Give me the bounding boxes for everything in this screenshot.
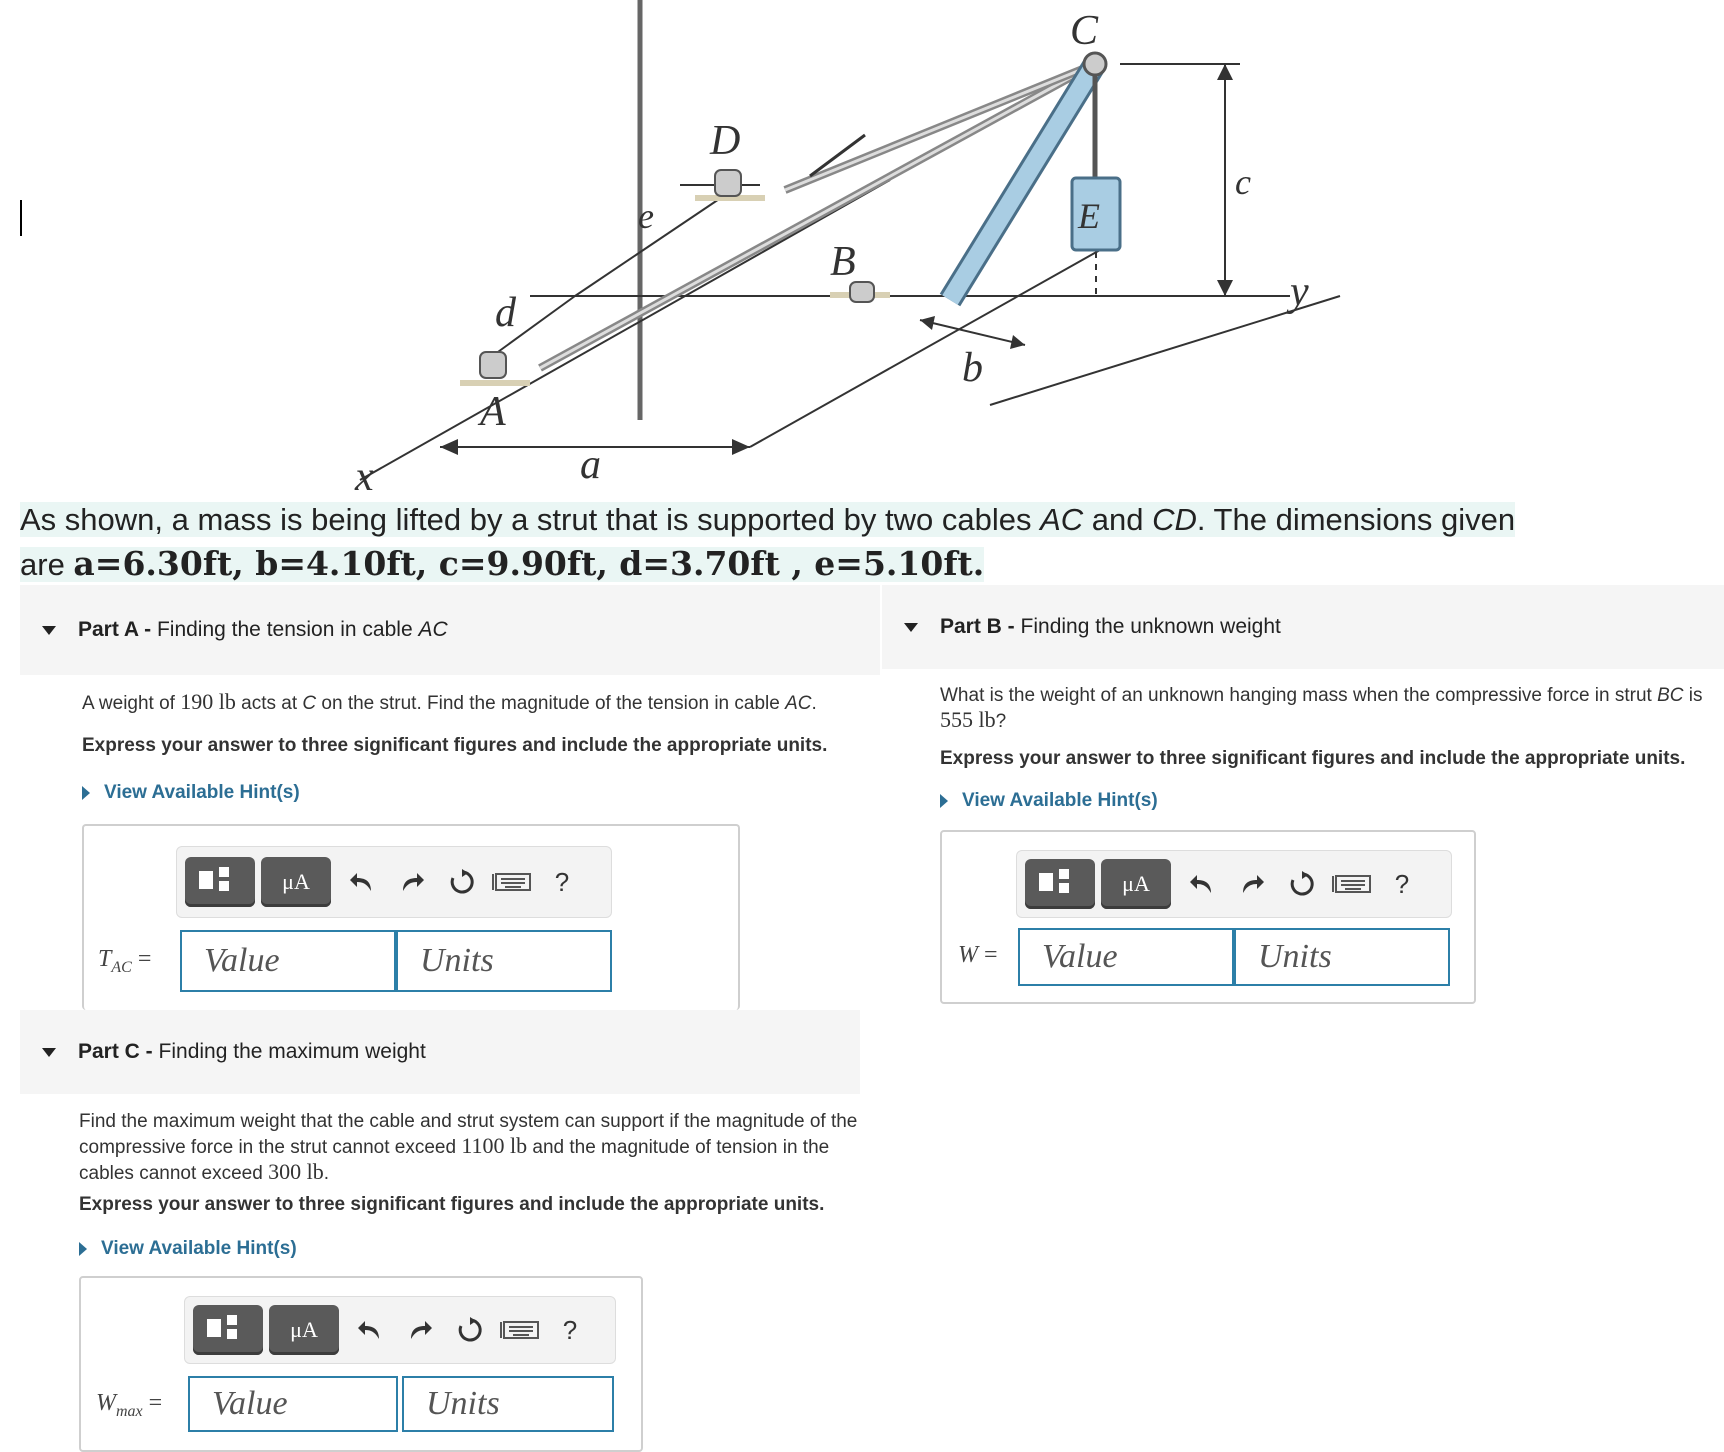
templates-icon[interactable] xyxy=(185,857,255,907)
units-icon[interactable]: μA xyxy=(261,857,331,907)
undo-icon[interactable] xyxy=(345,1305,395,1355)
part-a-value-input[interactable]: Value xyxy=(180,930,396,992)
diagram-svg xyxy=(330,0,1350,500)
undo-icon[interactable] xyxy=(337,857,387,907)
part-b-variable-label: W = xyxy=(958,942,998,968)
reset-icon[interactable] xyxy=(1277,859,1327,909)
part-a-instructions: Express your answer to three significant figures and include the appropriate units. xyxy=(82,735,828,756)
part-c-instructions: Express your answer to three significant figures and include the appropriate units. xyxy=(79,1194,825,1215)
part-c-header[interactable]: Part C - Finding the maximum weight xyxy=(20,1010,860,1094)
label-x: x xyxy=(355,454,374,500)
collapse-arrow-icon[interactable] xyxy=(904,623,918,632)
keyboard-icon[interactable] xyxy=(1327,859,1377,909)
part-b-question: What is the weight of an unknown hanging mass when the compressive force in strut BC is 555 lb? xyxy=(940,685,1703,732)
label-C: C xyxy=(1070,8,1099,54)
part-a-header[interactable]: Part A - Finding the tension in cable AC xyxy=(20,585,880,675)
text-cursor xyxy=(20,200,22,236)
part-b-units-input[interactable]: Units xyxy=(1234,928,1450,986)
label-D: D xyxy=(710,118,741,164)
redo-icon[interactable] xyxy=(395,1305,445,1355)
part-b-hint-link[interactable]: View Available Hint(s) xyxy=(940,790,1158,812)
dimensions: a=6.30ft, b=4.10ft, c=9.90ft, d=3.70ft , e=5.10ft. xyxy=(73,544,985,583)
label-b: b xyxy=(962,345,983,391)
part-b-instructions: Express your answer to three significant figures and include the appropriate units. xyxy=(940,748,1686,769)
help-icon[interactable]: ? xyxy=(562,1314,578,1345)
expand-arrow-icon xyxy=(82,786,90,800)
undo-icon[interactable] xyxy=(1177,859,1227,909)
label-y: y xyxy=(1290,269,1309,315)
reset-icon[interactable] xyxy=(445,1305,495,1355)
part-b-header[interactable]: Part B - Finding the unknown weight xyxy=(882,585,1724,669)
label-A: A xyxy=(480,389,506,435)
collapse-arrow-icon[interactable] xyxy=(42,626,56,635)
label-E: E xyxy=(1078,196,1100,236)
label-e: e xyxy=(638,196,654,236)
expand-arrow-icon xyxy=(940,794,948,808)
part-c-units-input[interactable]: Units xyxy=(402,1376,614,1432)
help-icon[interactable]: ? xyxy=(554,866,570,897)
reset-icon[interactable] xyxy=(437,857,487,907)
part-a-variable-label: $T_{AC}$ = xyxy=(98,946,152,976)
templates-icon[interactable] xyxy=(193,1305,263,1355)
collapse-arrow-icon[interactable] xyxy=(42,1048,56,1057)
part-c-hint-link[interactable]: View Available Hint(s) xyxy=(79,1238,297,1260)
part-a-units-input[interactable]: Units xyxy=(396,930,612,992)
redo-icon[interactable] xyxy=(387,857,437,907)
label-B: B xyxy=(830,239,856,285)
label-d: d xyxy=(495,290,516,336)
units-icon[interactable]: μA xyxy=(1101,859,1171,909)
label-a: a xyxy=(580,442,601,488)
part-a-hint-link[interactable]: View Available Hint(s) xyxy=(82,782,300,804)
templates-icon[interactable] xyxy=(1025,859,1095,909)
part-b-value-input[interactable]: Value xyxy=(1018,928,1234,986)
part-c-value-input[interactable]: Value xyxy=(188,1376,398,1432)
expand-arrow-icon xyxy=(79,1242,87,1256)
part-a-question: A weight of 190 lb acts at C on the strut. Find the magnitude of the tension in cable AC. xyxy=(82,689,817,714)
label-c: c xyxy=(1235,162,1251,202)
part-b-toolbar xyxy=(1016,850,1452,918)
part-c-toolbar xyxy=(184,1296,616,1364)
strut-cable-diagram xyxy=(330,0,1350,500)
keyboard-icon[interactable] xyxy=(487,857,537,907)
problem-statement: As shown, a mass is being lifted by a strut that is supported by two cables AC and CD. The dimensions given are a=6.30ft, b=4.10ft, c=9.90ft, d=3.70ft , e=5.10ft. xyxy=(20,502,1516,583)
units-icon[interactable]: μA xyxy=(269,1305,339,1355)
redo-icon[interactable] xyxy=(1227,859,1277,909)
part-a-toolbar xyxy=(176,846,612,918)
keyboard-icon[interactable] xyxy=(495,1305,545,1355)
part-c-question: Find the maximum weight that the cable and strut system can support if the magnitude of the compressive force in the strut cannot exceed 1100 lb and the magnitude of tension in the cables cannot exceed 300 lb. xyxy=(79,1111,858,1184)
part-c-variable-label: $W_{max}$ = xyxy=(96,1390,163,1420)
help-icon[interactable]: ? xyxy=(1394,868,1410,899)
